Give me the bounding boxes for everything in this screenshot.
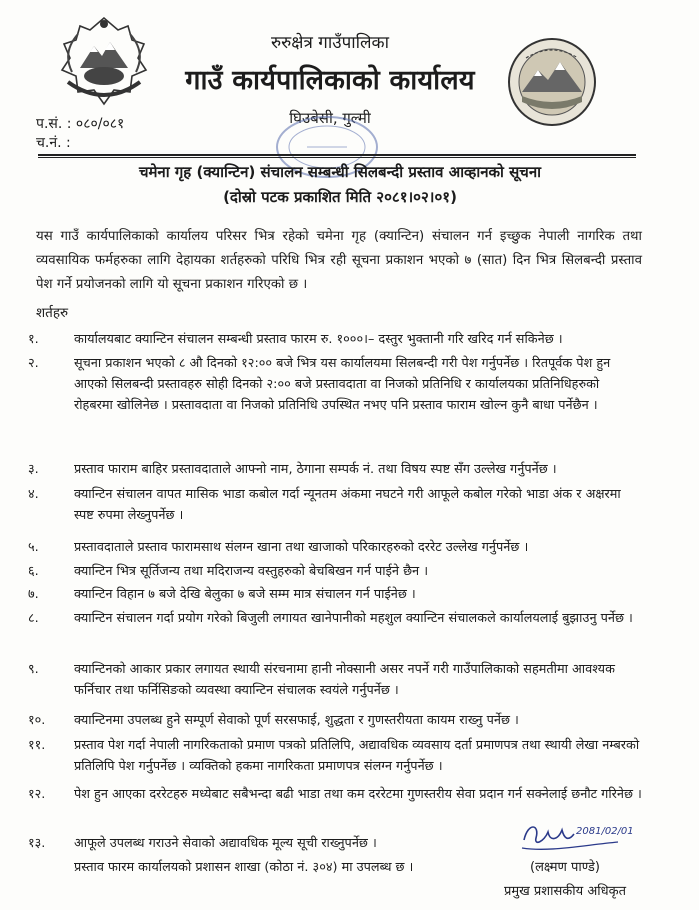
condition-item [28, 608, 642, 629]
condition-number: ४. [28, 487, 39, 502]
signer-name: (लक्ष्मण पाण्डे) [530, 860, 600, 875]
condition-item [28, 735, 642, 777]
condition-number: १२. [28, 787, 46, 802]
condition-text: पेश हुन आएका दररेटहरु मध्येबाट सबैभन्दा बढी भाडा तथा कम दररेटमा गुणस्तरीय सेवा प्रदान गर्न सक्नेलाई छनौट गरिनेछ । [74, 787, 642, 802]
condition-number: ५. [28, 540, 39, 555]
header-divider [38, 154, 636, 156]
condition-text: क्यान्टिन संचालन गर्दा प्रयोग गरेको बिजुली लगायत खानेपानीको महशुल क्यान्टिन संचालकले कार्यालयलाई बुझाउनु पर्नेछ । [74, 611, 633, 626]
condition-number: ११. [28, 738, 46, 753]
notice-subtitle: (दोस्रो पटक प्रकाशित मिति २०८१।०२।०१) [223, 188, 457, 206]
condition-number: ३. [28, 462, 39, 477]
condition-text: कार्यालयबाट क्यान्टिन संचालन सम्बन्धी प्रस्ताव फारम रु. १०००।– दस्तुर भुक्तानी गरि खरिद गर्न सकिनेछ । [74, 332, 563, 347]
condition-number: ९. [28, 662, 39, 677]
condition-item [28, 459, 642, 480]
conditions-heading: शर्तहरु [36, 305, 69, 321]
nepal-emblem-icon [50, 12, 158, 112]
condition-item [28, 484, 642, 526]
dispatch-number: च.नं. : [36, 135, 71, 151]
header-divider-thin [38, 157, 636, 158]
condition-text: प्रस्ताव पेश गर्दा नेपाली नागरिकताको प्रमाण पत्रको प्रतिलिपि, अद्यावधिक व्यवसाय दर्ता प्रमाणपत्र तथा स्थायी लेखा नम्बरको प्रतिलिपि पेश गर्नुपर्नेछ । व्यक्तिको हकमा नागरिकता प्रमाणपत्र संलग्न गर्नुपर्नेछ । [74, 738, 640, 774]
condition-number: ७. [28, 587, 39, 602]
condition-item [28, 353, 642, 416]
signature-date: 2081/02/01 [576, 826, 634, 837]
condition-number: १. [28, 332, 39, 347]
condition-text: सूचना प्रकाशन भएको ८ औ दिनको १२:०० बजे भित्र यस कार्यालयमा सिलबन्दी गरी पेश गर्नुपर्नेछ । रितपूर्वक पेश हुन आएको सिलबन्दी प्रस्तावहरु सोही दिनको २:०० बजे प्रस्तावदाता वा निजको प्रतिनिधि र कार्यालयका प्रतिनिधिहरुको रोहबरमा खोलिनेछ । प्रस्तावदाता वा निजको प्रतिनिधि उपस्थित नभए पनि प्रस्ताव फाराम खोल्न कुनै बाधा पर्नेछैन । [74, 356, 611, 413]
municipality-name: रुरुक्षेत्र गाउँपालिका [270, 33, 390, 53]
condition-text: प्रस्ताव फाराम बाहिर प्रस्तावदाताले आफ्नो नाम, ठेगाना सम्पर्क नं. तथा विषय स्पष्ट सँग उल्लेख गर्नुपर्नेछ । [74, 462, 557, 477]
condition-number: १०. [28, 713, 46, 728]
condition-text: क्यान्टिनमा उपलब्ध हुने सम्पूर्ण सेवाको पूर्ण सरसफाई, शुद्धता र गुणस्तरीयता कायम राख्नु पर्नेछ । [74, 713, 519, 728]
condition-item [28, 710, 642, 731]
notice-title: चमेना गृह (क्यान्टिन) संचालन सम्बन्धी सिलबन्दी प्रस्ताव आव्हानको सूचना [138, 163, 542, 181]
municipality-logo-icon [506, 36, 598, 128]
condition-text: क्यान्टिन भित्र सूर्तिजन्य तथा मदिराजन्य वस्तुहरुको बेचबिखन गर्न पाईने छैन । [74, 564, 429, 579]
office-address: घिउबेसी, गुल्मी [289, 109, 371, 127]
office-name: गाउँ कार्यपालिकाको कार्यालय [185, 65, 475, 96]
condition-item [28, 584, 642, 605]
condition-text: क्यान्टिन संचालन वापत मासिक भाडा कबोल गर्दा न्यूनतम अंकमा नघटने गरी आफूले कबोल गरेको भाडा अंक र अक्षरमा स्पष्ट रुपमा लेख्नुपर्नेछ । [74, 487, 621, 523]
condition-text: प्रस्तावदाताले प्रस्ताव फारामसाथ संलग्न खाना तथा खाजाको परिकारहरुको दररेट उल्लेख गर्नुपर्नेछ । [74, 540, 529, 555]
condition-text: क्यान्टिनको आकार प्रकार लगायत स्थायी संरचनामा हानी नोक्सानी असर नपर्ने गरी गाउँपालिकाको सहमतीमा आवश्यक फर्निचार तथा फर्निसिङको व्यवस्था क्यान्टिन संचालक स्वयंले गर्नुपर्नेछ । [74, 662, 615, 698]
condition-number: ६. [28, 564, 39, 579]
intro-paragraph: यस गाउँ कार्यपालिकाको कार्यालय परिसर भित्र रहेको चमेना गृह (क्यान्टिन) संचालन गर्न इच्छुक नेपाली नागरिक तथा व्यवसायिक फर्महरुका लागि देहायका शर्तहरुको परिधि भित्र रही सूचना प्रकाशन भएको ७ (सात) दिन भित्र सिलबन्दी प्रस्ताव पेश गर्ने प्रयोजनको लागि यो सूचना प्रकाशन गरिएको छ । [36, 229, 642, 292]
signer-designation: प्रमुख प्रशासकीय अधिकृत [503, 884, 627, 899]
condition-item [28, 329, 642, 350]
form-availability-note: प्रस्ताव फारम कार्यालयको प्रशासन शाखा (कोठा नं. ३०४) मा उपलब्ध छ । [74, 860, 414, 875]
condition-item [28, 659, 642, 701]
condition-number: १३. [28, 836, 46, 851]
condition-item [28, 833, 468, 854]
condition-item [28, 561, 642, 582]
condition-item [28, 784, 642, 805]
condition-number: २. [28, 356, 39, 371]
condition-number: ८. [28, 611, 39, 626]
condition-text: क्यान्टिन विहान ७ बजे देखि बेलुका ७ बजे सम्म मात्र संचालन गर्न पाईनेछ । [74, 587, 416, 602]
condition-text: आफूले उपलब्ध गराउने सेवाको अद्यावधिक मूल्य सूची राख्नुपर्नेछ । [74, 836, 377, 851]
condition-item [28, 537, 642, 558]
signature-mark [518, 812, 634, 860]
reference-number: प.सं. : ०८०/०८१ [36, 116, 125, 132]
